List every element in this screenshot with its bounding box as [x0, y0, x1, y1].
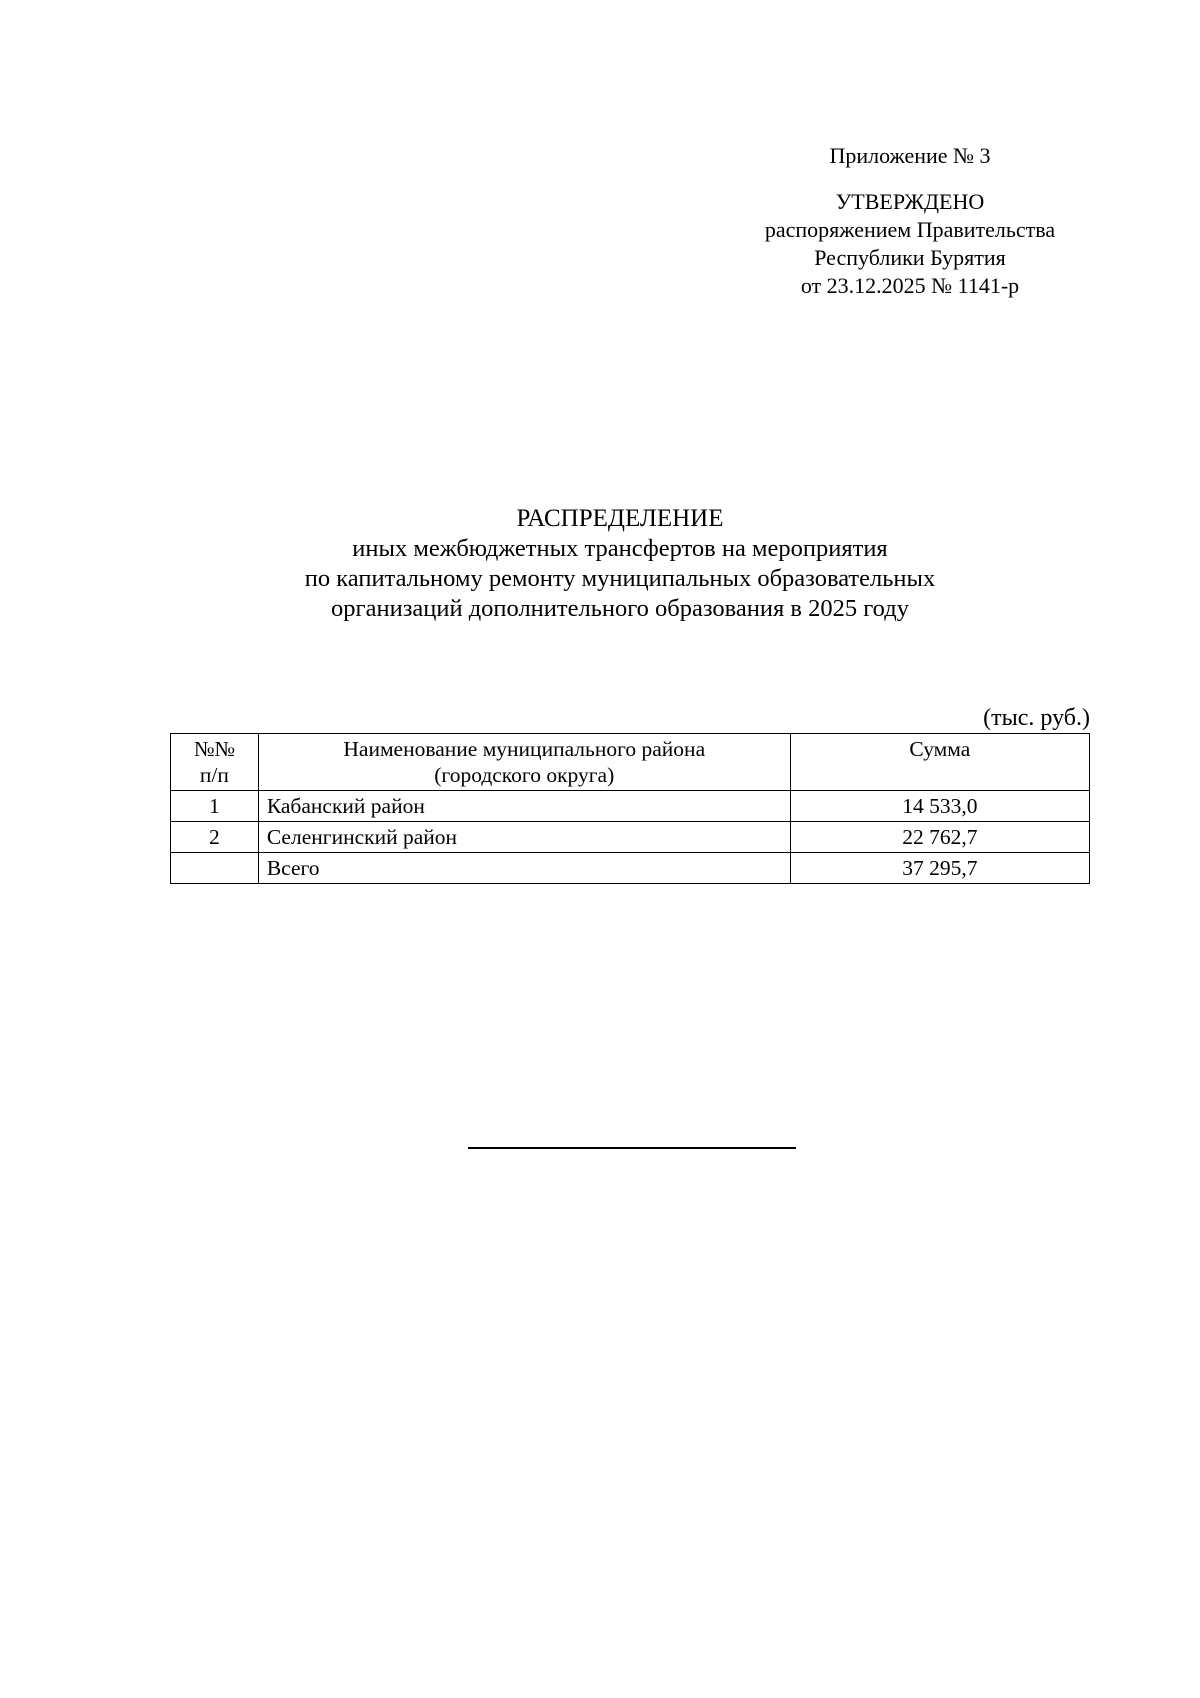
- row-number: [171, 853, 259, 884]
- title-line-1: иных межбюджетных трансфертов на мероприятия: [352, 535, 888, 562]
- table-row-total: [171, 853, 1090, 884]
- approval-line-3: от 23.12.2025 № 1141-р: [800, 273, 1020, 298]
- table-row: [171, 822, 1090, 853]
- title-line-3: организаций дополнительного образования в 2025 году: [331, 595, 909, 622]
- distribution-table: [170, 733, 1090, 884]
- row-sum: 37 295,7: [790, 853, 1089, 884]
- approval-line-1: распоряжением Правительства: [764, 217, 1056, 242]
- row-number: 2: [171, 822, 259, 853]
- header-number-line-1: №№: [193, 737, 235, 761]
- title-line-2: по капитальному ремонту муниципальных образовательных: [304, 565, 936, 592]
- header-name-line-1: Наименование муниципального района: [343, 737, 706, 761]
- header-number-line-2: п/п: [199, 763, 229, 787]
- document-title: [130, 504, 1110, 624]
- row-sum: 22 762,7: [790, 822, 1089, 853]
- row-sum: 14 533,0: [790, 791, 1089, 822]
- approval-block: [700, 142, 1120, 300]
- table-header-row: [171, 734, 1090, 791]
- units-label: (тыс. руб.): [983, 705, 1090, 731]
- approval-line-2: Республики Бурятия: [814, 245, 1006, 270]
- row-name: Кабанский район: [258, 791, 790, 822]
- row-name: Всего: [258, 853, 790, 884]
- header-name: [258, 734, 790, 791]
- annex-number: Приложение № 3: [829, 143, 991, 168]
- header-sum: Сумма: [790, 734, 1089, 791]
- row-name: Селенгинский район: [258, 822, 790, 853]
- title-main: РАСПРЕДЕЛЕНИЕ: [516, 505, 724, 532]
- approved-label: УТВЕРЖДЕНО: [835, 189, 985, 214]
- row-number: 1: [171, 791, 259, 822]
- header-name-line-2: (городского округа): [434, 763, 615, 787]
- header-number: [171, 734, 259, 791]
- closing-rule: [468, 1147, 796, 1149]
- table-row: [171, 791, 1090, 822]
